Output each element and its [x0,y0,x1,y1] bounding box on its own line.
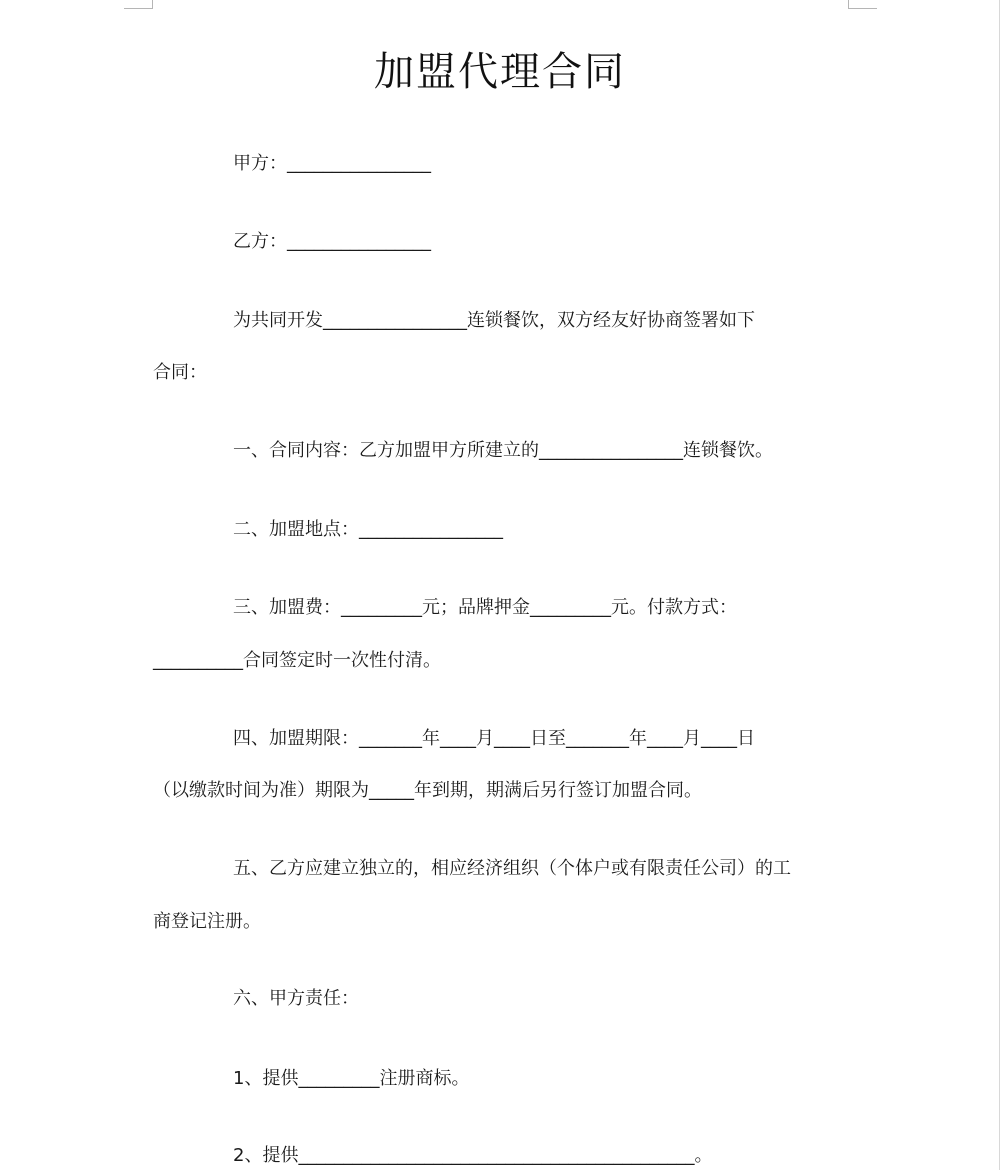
clause-4-line-1: 四、加盟期限：_______年____月____日至_______年____月____日 [233,728,755,749]
clause-5-line-1: 五、乙方应建立独立的，相应经济组织（个体户或有限责任公司）的工 [233,858,791,879]
page-corner-mark-left [124,0,153,9]
clause-2: 二、加盟地点：________________ [233,519,503,540]
clause-3-line-1: 三、加盟费：_________元；品牌押金_________元。付款方式： [233,597,737,618]
clause-4-line-2: （以缴款时间为准）期限为_____年到期，期满后另行签订加盟合同。 [153,780,702,801]
clause-6-heading: 六、甲方责任： [233,988,359,1009]
clause-5-line-2: 商登记注册。 [153,911,261,932]
party-b-line: 乙方：________________ [233,231,431,252]
party-a-line: 甲方：________________ [233,153,431,174]
clause-6-item-2: 2、提供____________________________________________。 [233,1145,713,1166]
document-title: 加盟代理合同 [374,49,626,95]
clause-1: 一、合同内容：乙方加盟甲方所建立的________________连锁餐饮。 [233,440,773,461]
clause-3-line-2: __________合同签定时一次性付清。 [153,650,441,671]
clause-6-item-1: 1、提供_________注册商标。 [233,1068,470,1089]
page-corner-mark-right [848,0,877,9]
preamble-line-1: 为共同开发________________连锁餐饮，双方经友好协商签署如下 [233,310,755,331]
preamble-line-2: 合同： [153,362,207,383]
